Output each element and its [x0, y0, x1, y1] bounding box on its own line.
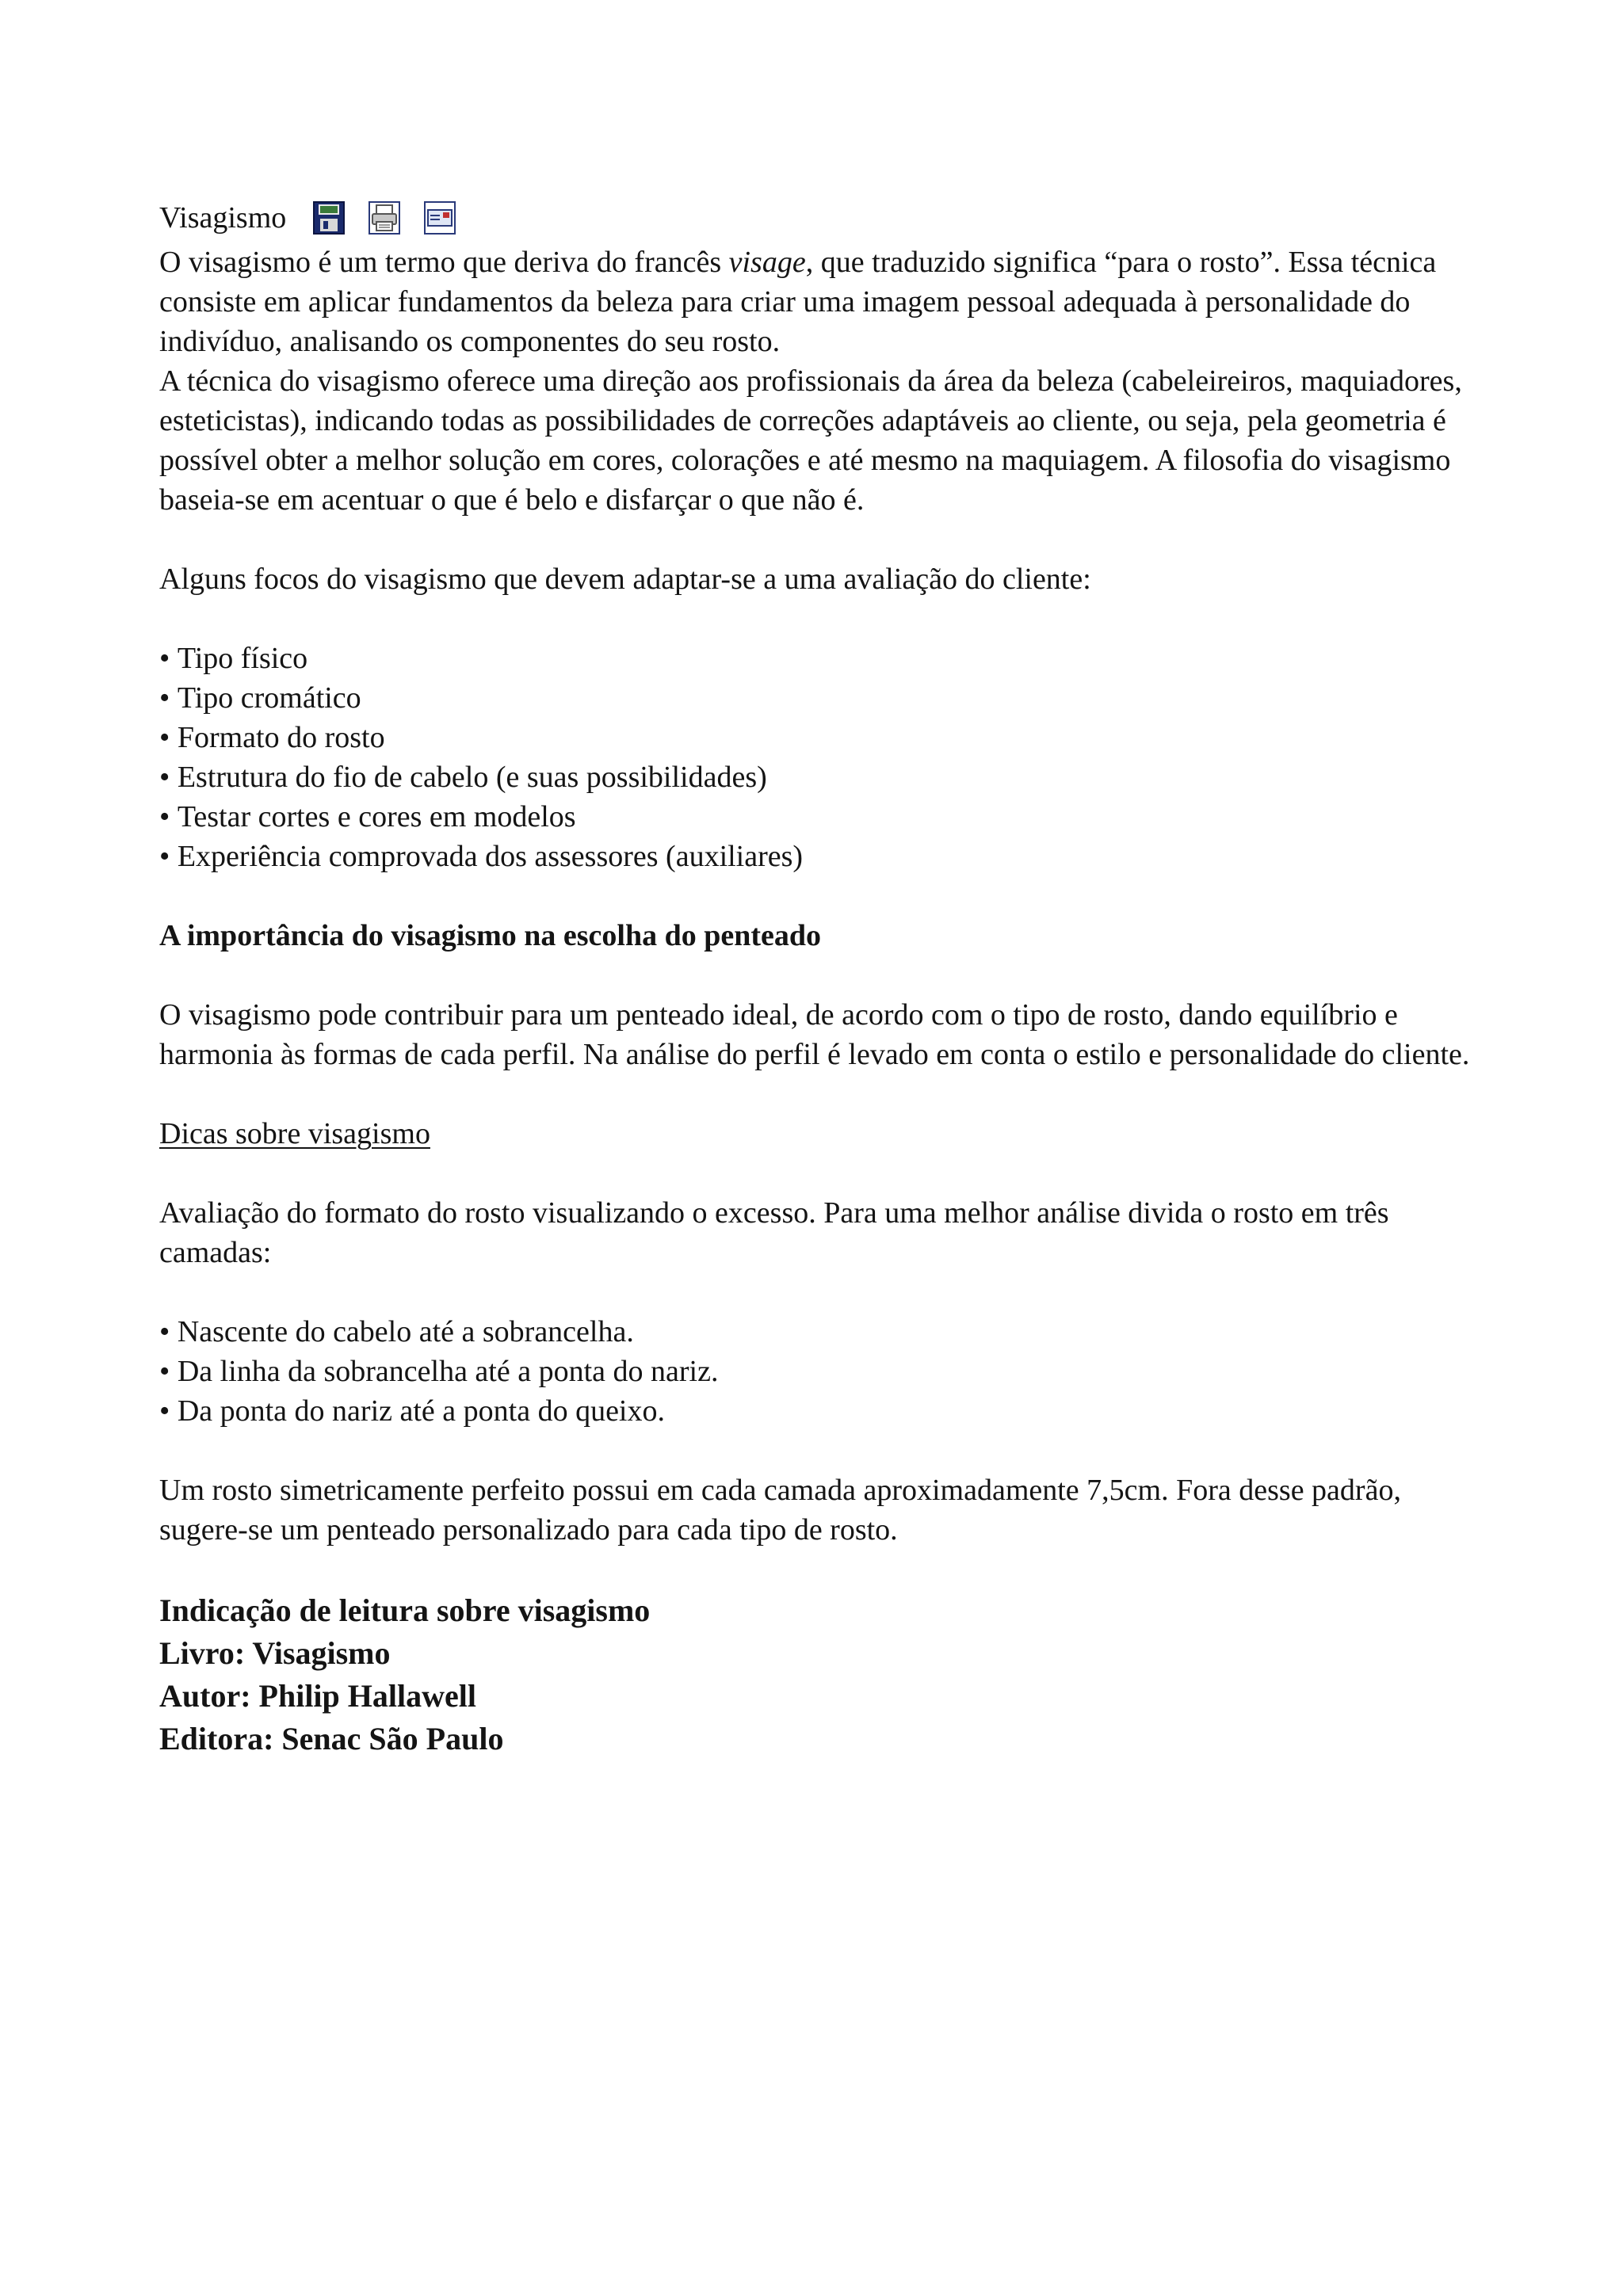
list-item: • Nascente do cabelo até a sobrancelha. [159, 1312, 1475, 1352]
focus-lead: Alguns focos do visagismo que devem adaptar-se a uma avaliação do cliente: [159, 563, 1091, 596]
reading-book: Livro: Visagismo [159, 1635, 391, 1671]
list-item: • Tipo cromático [159, 678, 1475, 718]
list-item: • Da linha da sobrancelha até a ponta do nariz. [159, 1352, 1475, 1391]
list-item: • Testar cortes e cores em modelos [159, 797, 1475, 837]
title-row [159, 193, 1475, 242]
tips-lead: Avaliação do formato do rosto visualizando o excesso. Para uma melhor análise divida o rosto em três camadas: [159, 1196, 1389, 1269]
list-item: • Experiência comprovada dos assessores (auxiliares) [159, 837, 1475, 876]
save-icon[interactable] [313, 201, 345, 235]
reading-author: Autor: Philip Hallawell [159, 1678, 476, 1714]
list-item: • Formato do rosto [159, 718, 1475, 757]
importance-paragraph: O visagismo pode contribuir para um penteado ideal, de acordo com o tipo de rosto, dando equilíbrio e harmonia às formas de cada perfil. Na análise do perfil é levado em conta o estilo e personalidade do cliente. [159, 998, 1470, 1071]
email-icon[interactable] [424, 201, 456, 235]
article [159, 193, 1475, 1760]
layers-list [159, 1312, 1475, 1431]
reading-recommendation [159, 1589, 1475, 1760]
importance-heading: A importância do visagismo na escolha do penteado [159, 919, 822, 952]
page-title: Visagismo [159, 201, 287, 235]
emphasis-term: visage [728, 246, 806, 279]
reading-heading: Indicação de leitura sobre visagismo [159, 1592, 651, 1628]
reading-publisher: Editora: Senac São Paulo [159, 1721, 504, 1756]
list-item: • Estrutura do fio de cabelo (e suas possibilidades) [159, 757, 1475, 797]
list-item: • Tipo físico [159, 639, 1475, 678]
intro-paragraph: O visagismo é um termo que deriva do francês visage, que traduzido significa “para o rosto”. Essa técnica consiste em aplicar fundamentos da beleza para criar uma imagem pessoal adequada à personalidade do indivíduo, analisando os componentes do seu rosto. [159, 246, 1437, 358]
tips-heading: Dicas sobre visagismo [159, 1117, 430, 1150]
tips-closing: Um rosto simetricamente perfeito possui em cada camada aproximadamente 7,5cm. Fora desse padrão, sugere-se um penteado personalizado para cada tipo de rosto. [159, 1474, 1401, 1547]
focus-list [159, 639, 1475, 876]
print-icon[interactable] [369, 201, 400, 235]
list-item: • Da ponta do nariz até a ponta do queixo. [159, 1391, 1475, 1431]
technique-paragraph: A técnica do visagismo oferece uma direção aos profissionais da área da beleza (cabeleireiros, maquiadores, esteticistas), indicando todas as possibilidades de correções adaptáveis ao cliente, ou seja, pela geometria é possível obter a melhor solução em cores, colorações e até mesmo na maquiagem. A filosofia do visagismo baseia-se em acentuar o que é belo e disfarçar o que não é. [159, 364, 1462, 517]
